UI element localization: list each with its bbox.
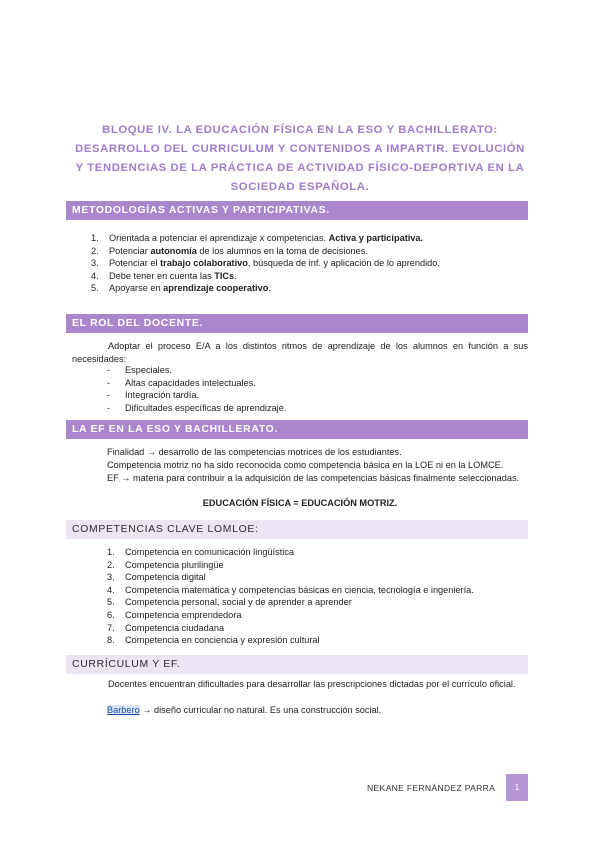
- item-text: Competencia personal, social y de aprender a aprender: [125, 597, 352, 608]
- item-text: Potenciar el: [109, 258, 161, 269]
- competencia-item: [107, 622, 527, 635]
- item-text: Debe tener en cuenta las: [109, 270, 215, 281]
- competencia-item: [107, 596, 527, 609]
- item-text-end: .: [234, 270, 237, 281]
- item-bold-text: Activa y participativa.: [328, 233, 424, 243]
- item-number: 2.: [107, 559, 115, 570]
- curriculum-dificultades: Docentes encuentran dificultades para desarrollar las prescripciones dictadas por el currículo oficial.: [108, 679, 516, 689]
- rol-item: - Altas capacidades intelectuales.: [107, 377, 507, 390]
- item-text: Competencia digital: [125, 572, 206, 583]
- item-number: 4.: [107, 584, 115, 595]
- item-number: 5.: [91, 283, 99, 294]
- item-text: Competencia en comunicación lingüística: [125, 547, 295, 557]
- item-number: 7.: [107, 622, 115, 633]
- metodologia-item: [91, 232, 521, 245]
- item-bold-text: trabajo colaborativo: [160, 258, 248, 269]
- item-text: Competencia ciudadana: [125, 622, 225, 633]
- competencia-item: [107, 559, 527, 572]
- footer-author: NEKANE FERNÁNDEZ PARRA: [367, 783, 496, 793]
- competencias-list: [107, 546, 527, 647]
- metodologia-item: [91, 270, 521, 283]
- item-number: 3.: [107, 572, 115, 583]
- metodologia-item: [91, 282, 521, 295]
- ef-finalidad: Finalidad → desarrollo de las competencias motrices de los estudiantes.: [107, 447, 402, 457]
- competencia-item: [107, 634, 527, 647]
- item-number: 3.: [91, 258, 99, 269]
- rol-item: - Dificultades específicas de aprendizaje.: [107, 402, 507, 415]
- competencia-item: [107, 546, 527, 559]
- rol-intro: Adoptar el proceso E/A a los distintos ritmos de aprendizaje de los alumnos en función a sus necesidades:: [72, 341, 528, 364]
- item-text: Competencia plurilingüe: [125, 559, 224, 570]
- item-number: 1.: [91, 233, 99, 243]
- item-text-end: .: [268, 283, 271, 294]
- item-text-end: de los alumnos en la toma de decisiones.: [196, 245, 368, 256]
- curriculum-barbero-text: → diseño curricular no natural. Es una construcción social.: [139, 705, 382, 715]
- competencia-item: [107, 584, 527, 597]
- item-number: 2.: [91, 245, 99, 256]
- item-number: 1.: [107, 547, 115, 557]
- item-number: 4.: [91, 270, 99, 281]
- item-number: 6.: [107, 609, 115, 620]
- item-text: Potenciar: [109, 245, 151, 256]
- document-title: BLOQUE IV. LA EDUCACIÓN FÍSICA EN LA ESO Y BACHILLERATO: DESARROLLO DEL CURRICULUM Y CONTENIDOS A IMPARTIR. EVOLUCIÓN Y TENDENCIAS DE LA PRÁCTICA DE ACTIVIDAD FÍSICO-DEPORTIVA EN LA SOCIEDAD ESPAÑOLA.: [75, 124, 525, 193]
- item-text: Competencia matemática y competencias básicas en ciencia, tecnología e ingeniería.: [125, 584, 474, 595]
- section-heading-competencias: COMPETENCIAS CLAVE LOMLOE:: [66, 520, 528, 539]
- rol-list: [107, 364, 507, 414]
- page-number: 1: [506, 774, 528, 801]
- section-heading-curriculum: CURRÍCULUM Y EF.: [66, 655, 528, 674]
- rol-item: - Especiales.: [107, 364, 507, 377]
- section-heading-metodologias: METODOLOGÍAS ACTIVAS Y PARTICIPATIVAS.: [66, 201, 528, 220]
- item-text: Orientada a potenciar el aprendizaje x competencias.: [109, 233, 329, 243]
- ef-materia: EF → materia para contribuir a la adquisición de las competencias básicas finalmente seleccionadas.: [107, 473, 520, 483]
- item-bold-text: TICs: [214, 270, 235, 281]
- author-link-barbero[interactable]: Barbero: [107, 705, 140, 715]
- ef-equation-text: EDUCACIÓN FÍSICA = EDUCACIÓN MOTRIZ.: [202, 498, 398, 508]
- item-text: Competencia emprendedora: [125, 609, 242, 620]
- section-heading-rol-docente: EL ROL DEL DOCENTE.: [66, 314, 528, 333]
- curriculum-barbero: [107, 704, 527, 717]
- item-text: Competencia en conciencia y expresión cultural: [125, 635, 320, 646]
- ef-equation: [72, 497, 528, 510]
- item-number: 8.: [107, 635, 115, 646]
- competencia-item: [107, 609, 527, 622]
- metodologia-item: [91, 245, 521, 258]
- item-bold-text: aprendizaje cooperativo: [163, 283, 269, 294]
- item-bold-text: autonomía: [150, 245, 197, 256]
- rol-item: - Integración tardía.: [107, 389, 507, 402]
- item-number: 5.: [107, 597, 115, 608]
- item-text-end: , búsqueda de inf. y aplicación de lo aprendido.: [247, 258, 440, 269]
- competencia-item: [107, 571, 527, 584]
- section-heading-ef: LA EF EN LA ESO Y BACHILLERATO.: [66, 420, 528, 439]
- metodologias-list: [91, 232, 521, 295]
- metodologia-item: [91, 257, 521, 270]
- item-text: Apoyarse en: [109, 283, 164, 294]
- ef-competencia-motriz: Competencia motriz no ha sido reconocida como competencia básica en la LOE ni en la LOMCE.: [107, 460, 504, 470]
